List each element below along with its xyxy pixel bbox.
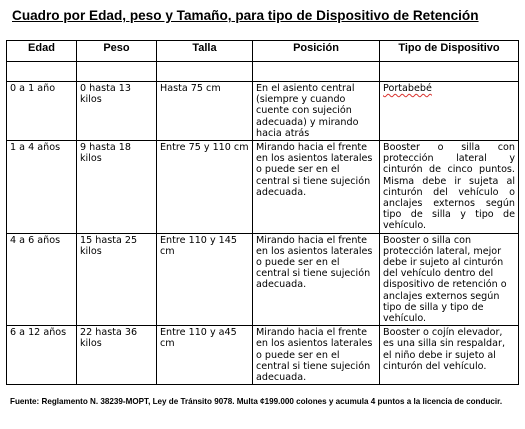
- device-table: [6, 40, 519, 385]
- spacer-cell: [253, 62, 380, 82]
- spacer-cell: [77, 62, 157, 82]
- spellcheck-word: Portabebé: [383, 83, 432, 94]
- table-row: [7, 141, 519, 234]
- cell-peso: 9 hasta 18 kilos: [77, 141, 157, 234]
- cell-talla: Entre 75 y 110 cm: [157, 141, 253, 234]
- cell-dispositivo: Booster o silla con protección lateral, mejor debe ir sujeto al cinturón del vehículo dentro del dispositivo de retención o anclajes externos según tipo de silla y tipo de vehículo.: [380, 233, 519, 326]
- header-talla: Talla: [157, 41, 253, 62]
- cell-dispositivo: [380, 82, 519, 141]
- table-row: [7, 326, 519, 385]
- spacer-cell: [380, 62, 519, 82]
- header-peso: Peso: [77, 41, 157, 62]
- spacer-cell: [157, 62, 253, 82]
- cell-dispositivo: Booster o cojín elevador, es una silla sin respaldar, el niño debe ir sujeto al cinturón del vehículo.: [380, 326, 519, 385]
- cell-talla: Entre 110 y 145 cm: [157, 233, 253, 326]
- cell-posicion: En el asiento central (siempre y cuando cuente con sujeción adecuada) y mirando hacia atrás: [253, 82, 380, 141]
- cell-peso: 0 hasta 13 kilos: [77, 82, 157, 141]
- table-row: [7, 233, 519, 326]
- source-footnote: Fuente: Reglamento N. 38239-MOPT, Ley de Tránsito 9078. Multa ¢199.000 colones y acumula 4 puntos a la licencia de conducir.: [10, 397, 503, 406]
- cell-edad: 4 a 6 años: [7, 233, 77, 326]
- header-edad: Edad: [7, 41, 77, 62]
- header-posicion: Posición: [253, 41, 380, 62]
- cell-peso: 22 hasta 36 kilos: [77, 326, 157, 385]
- document-title: Cuadro por Edad, peso y Tamaño, para tipo de Dispositivo de Retención: [12, 8, 479, 23]
- cell-talla: Entre 110 y a45 cm: [157, 326, 253, 385]
- cell-edad: 6 a 12 años: [7, 326, 77, 385]
- table-row: [7, 82, 519, 141]
- spacer-row: [7, 62, 519, 82]
- table-header-row: [7, 41, 519, 62]
- cell-posicion: Mirando hacia el frente en los asientos laterales o puede ser en el central si tiene sujeción adecuada.: [253, 233, 380, 326]
- cell-peso: 15 hasta 25 kilos: [77, 233, 157, 326]
- cell-edad: 1 a 4 años: [7, 141, 77, 234]
- spacer-cell: [7, 62, 77, 82]
- cell-posicion: Mirando hacia el frente en los asientos laterales o puede ser en el central si tiene sujeción adecuada.: [253, 141, 380, 234]
- cell-talla: Hasta 75 cm: [157, 82, 253, 141]
- cell-dispositivo: Booster o silla con protección lateral y cinturón de cinco puntos. Misma debe ir sujeta al cinturón del vehículo o anclajes externos según tipo de silla y tipo de vehículo.: [380, 141, 519, 234]
- cell-edad: 0 a 1 año: [7, 82, 77, 141]
- header-dispositivo: Tipo de Dispositivo: [380, 41, 519, 62]
- cell-posicion: Mirando hacia el frente en los asientos laterales o puede ser en el central si tiene sujeción adecuada.: [253, 326, 380, 385]
